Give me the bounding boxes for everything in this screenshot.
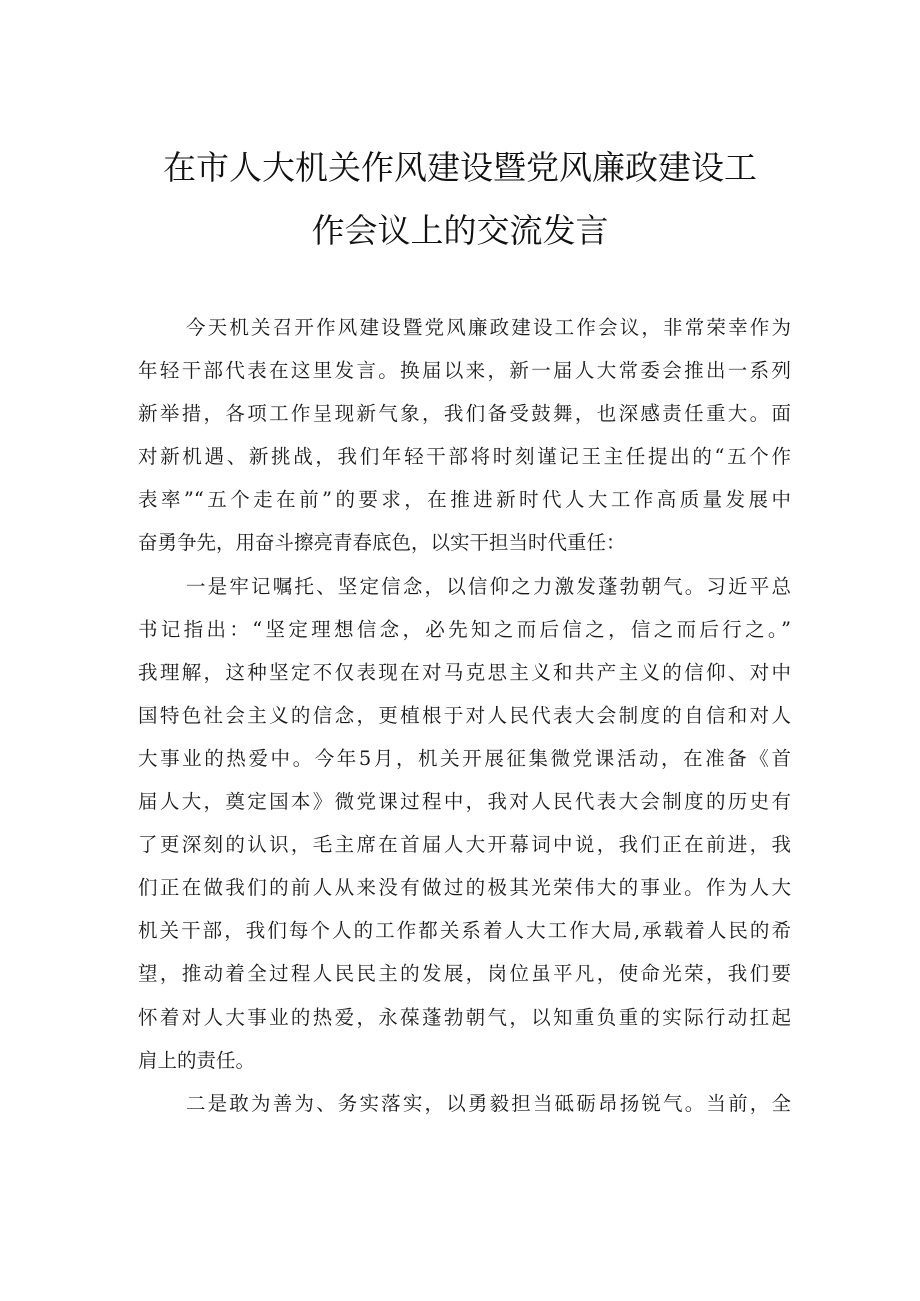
text-line: 国特色社会主义的信念，更植根于对人民代表大会制度的自信和对人 [138,703,791,727]
document-title-line-2: 作会议上的交流发言 [311,211,609,250]
text-line: 机关干部，我们每个人的工作都关系着人大工作大局,承载着人民的希 [138,919,791,943]
text-line: 们正在做我们的前人从来没有做过的极其光荣伟大的事业。作为人大 [138,876,791,900]
text-line: 年轻干部代表在这里发言。换届以来，新一届人大常委会推出一系列 [138,359,791,383]
text-line: 怀着对人大事业的热爱，永葆蓬勃朝气，以知重负重的实际行动扛起 [138,1005,791,1029]
paragraph-2 [138,565,791,1082]
text-line: 肩上的责任。 [138,1048,256,1072]
document-title-line-1: 在市人大机关作风建设暨党风廉政建设工 [163,148,757,187]
text-line: 表率”“五个走在前”的要求，在推进新时代人大工作高质量发展中 [138,488,791,512]
paragraph-3 [138,1082,791,1125]
text-line: 对新机遇、新挑战，我们年轻干部将时刻谨记王主任提出的“五个作 [138,445,791,469]
text-line: 二是敢为善为、务实落实，以勇毅担当砥砺昂扬锐气。当前，全 [186,1091,791,1115]
text-line: 书记指出：“坚定理想信念，必先知之而后信之，信之而后行之。” [138,617,791,641]
text-line: 望，推动着全过程人民民主的发展，岗位虽平凡，使命光荣，我们要 [138,962,791,986]
text-line: 大事业的热爱中。今年5月，机关开展征集微党课活动，在准备《首 [138,746,791,770]
text-line: 今天机关召开作风建设暨党风廉政建设工作会议，非常荣幸作为 [186,316,791,339]
text-line: 一是牢记嘱托、坚定信念，以信仰之力激发蓬勃朝气。习近平总 [186,574,791,598]
document-body [138,306,791,1125]
text-line: 新举措，各项工作呈现新气象，我们备受鼓舞，也深感责任重大。面 [138,402,791,426]
paragraph-1 [138,306,791,565]
text-line: 奋勇争先，用奋斗擦亮青春底色，以实干担当时代重任： [138,531,626,555]
text-line: 届人大，奠定国本》微党课过程中，我对人民代表大会制度的历史有 [138,790,791,814]
text-line: 了更深刻的认识，毛主席在首届人大开幕词中说，我们正在前进，我 [138,833,791,857]
text-line: 我理解，这种坚定不仅表现在对马克思主义和共产主义的信仰、对中 [138,660,791,684]
